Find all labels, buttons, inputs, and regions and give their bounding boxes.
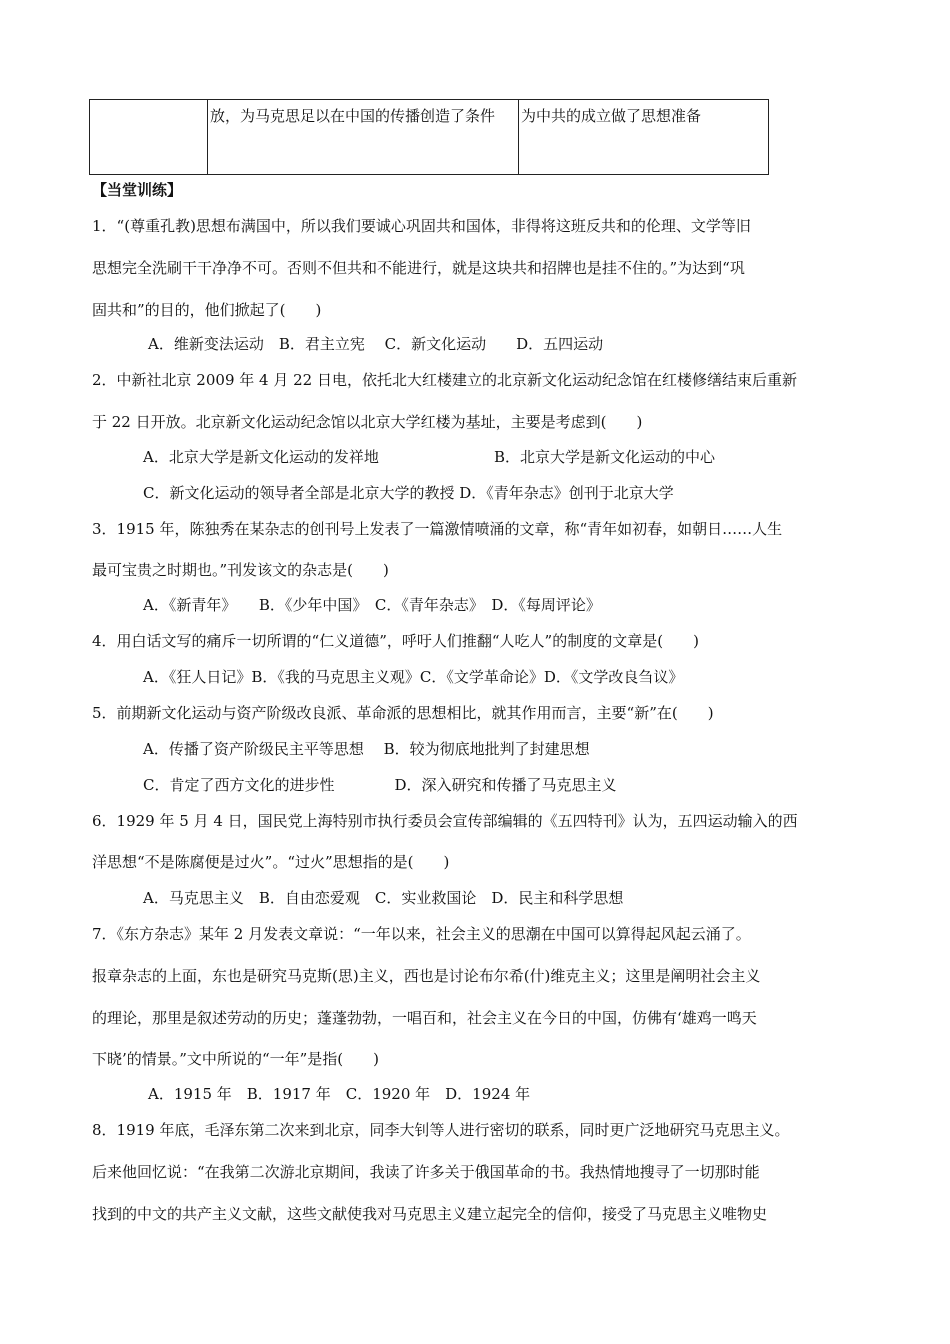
- section-title: 【当堂训练】: [92, 181, 183, 199]
- table-cell: [90, 100, 208, 175]
- question-7-options: A．1915 年 B．1917 年 C．1920 年 D．1924 年: [148, 1085, 531, 1103]
- question-8-line: 8．1919 年底，毛泽东第二次来到北京，同李大钊等人进行密切的联系，同时更广泛地研究马克思主义。: [92, 1121, 790, 1139]
- question-2-option-a: A．北京大学是新文化运动的发祥地: [143, 448, 379, 466]
- question-6-line: 6．1929 年 5 月 4 日，国民党上海特别市执行委员会宣传部编辑的《五四特刊》认为，五四运动输入的西: [92, 812, 798, 830]
- question-2-line: 于 22 日开放。北京新文化运动纪念馆以北京大学红楼为基址，主要是考虑到( ): [92, 413, 643, 431]
- question-5-options-ab: A．传播了资产阶级民主平等思想 B．较为彻底地批判了封建思想: [143, 740, 590, 758]
- question-6-line: 洋思想“不是陈腐便是过火”。“过火”思想指的是( ): [92, 853, 450, 871]
- question-2-options-cd: C．新文化运动的领导者全部是北京大学的教授 D．《青年杂志》创刊于北京大学: [143, 484, 674, 502]
- question-7-line: 下晓’的情景。”文中所说的“一年”是指( ): [92, 1050, 379, 1068]
- question-3-line: 3．1915 年，陈独秀在某杂志的创刊号上发表了一篇激情喷涌的文章，称“青年如初春，如朝日……人生: [92, 520, 783, 538]
- question-8-line: 找到的中文的共产主义文献，这些文献使我对马克思主义建立起完全的信仰，接受了马克思主义唯物史: [92, 1205, 768, 1223]
- question-1-options: A．维新变法运动 B．君主立宪 C．新文化运动 D．五四运动: [148, 335, 604, 353]
- question-7-line: 7．《东方杂志》某年 2 月发表文章说：“一年以来，社会主义的思潮在中国可以算得起风起云涌了。: [92, 925, 751, 943]
- question-1-line: 思想完全洗刷干干净净不可。否则不但共和不能进行，就是这块共和招牌也是挂不住的。”为达到“巩: [92, 259, 745, 277]
- question-4-line: 4．用白话文写的痛斥一切所谓的“仁义道德”，呼吁人们推翻“人吃人”的制度的文章是( ): [92, 632, 699, 650]
- question-5-line: 5．前期新文化运动与资产阶级改良派、革命派的思想相比，就其作用而言，主要“新”在( ): [92, 704, 714, 722]
- question-3-options: A．《新青年》 B．《少年中国》 C．《青年杂志》 D．《每周评论》: [143, 596, 601, 614]
- table-cell: 放，为马克思足以在中国的传播创造了条件: [208, 100, 519, 175]
- summary-table: [89, 99, 769, 175]
- question-5-options-cd: C．肯定了西方文化的进步性 D．深入研究和传播了马克思主义: [143, 776, 617, 794]
- question-2-line: 2．中新社北京 2009 年 4 月 22 日电，依托北大红楼建立的北京新文化运动纪念馆在红楼修缮结束后重新: [92, 371, 797, 389]
- question-1-line: 固共和”的目的，他们掀起了( ): [92, 301, 322, 319]
- question-2-option-b: B．北京大学是新文化运动的中心: [494, 448, 716, 466]
- question-6-options: A．马克思主义 B．自由恋爱观 C．实业救国论 D．民主和科学思想: [143, 889, 624, 907]
- question-7-line: 的理论，那里是叙述劳动的历史；蓬蓬勃勃，一唱百和，社会主义在今日的中国，仿佛有‘雄鸡一鸣天: [92, 1009, 757, 1027]
- question-1-line: 1．“(尊重孔教)思想布满国中，所以我们要诚心巩固共和国体，非得将这班反共和的伦理、文学等旧: [92, 217, 751, 235]
- question-3-line: 最可宝贵之时期也。”刊发该文的杂志是( ): [92, 561, 389, 579]
- question-7-line: 报章杂志的上面，东也是研究马克斯(思)主义，西也是讨论布尔希(什)维克主义；这里是阐明社会主义: [92, 967, 761, 985]
- table-row: [90, 100, 769, 175]
- question-4-options: A．《狂人日记》B．《我的马克思主义观》C．《文学革命论》D．《文学改良刍议》: [143, 668, 684, 686]
- question-8-line: 后来他回忆说：“在我第二次游北京期间，我读了许多关于俄国革命的书。我热情地搜寻了一切那时能: [92, 1163, 760, 1181]
- table-cell: 为中共的成立做了思想准备: [519, 100, 769, 175]
